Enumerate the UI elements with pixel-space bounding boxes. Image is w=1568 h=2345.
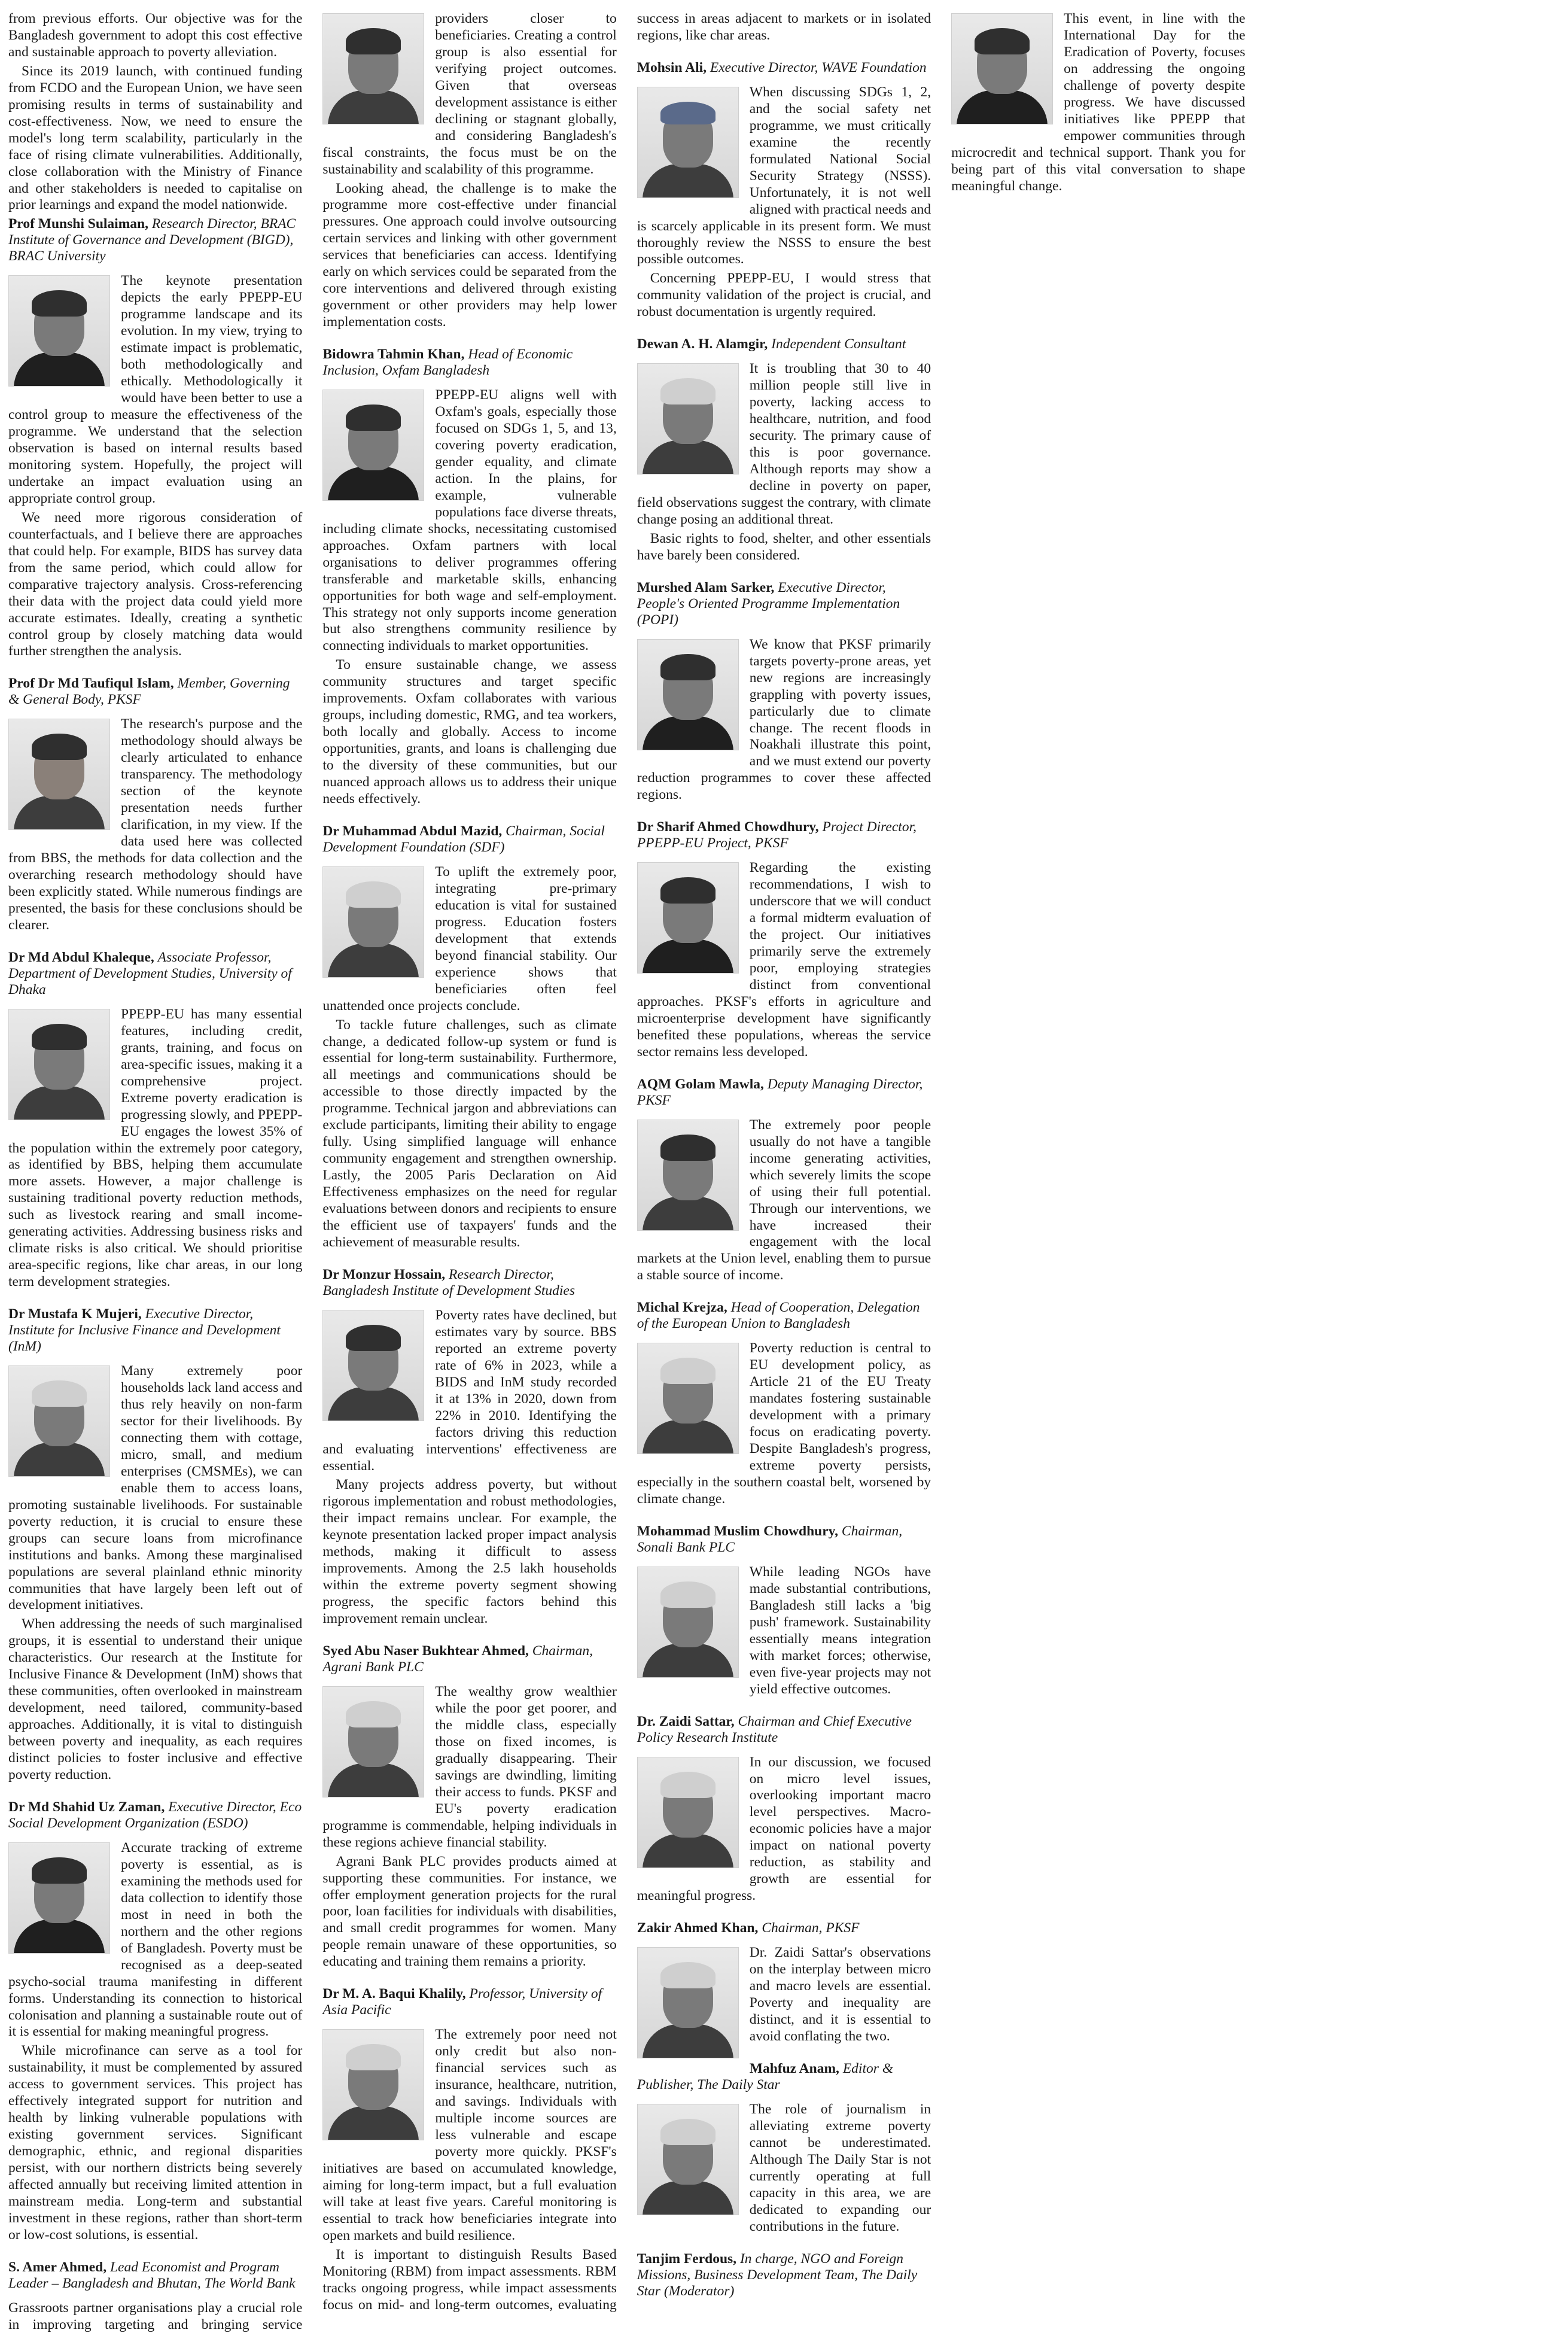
speaker-paragraph: Many projects address poverty, but without rigorous implementation and robust methodologies, their impact remains unclear. For example, the keynote presentation lacked proper impact analysis methods, making it difficult to assess improvements. Among the 2.5 lakh households within the extreme poverty segment showing progress, the specific factors behind this improvement remain unclear. (322, 1477, 617, 1627)
speaker-portrait (8, 1009, 110, 1120)
speaker-name: Mahfuz Anam, (749, 2060, 839, 2076)
speaker-paragraph: It is troubling that 30 to 40 million people still live in poverty, lacking access to healthcare, nutrition, and food security. The primary cause of this is poor governance. Although reports may show a decline in poverty on paper, field observations suggest the contrary, with climate change posing an additional threat. (637, 361, 931, 527)
speaker-portrait (637, 2104, 739, 2215)
speaker-title: Executive Director, People's Oriented Programme Implementation (POPI) (637, 579, 900, 628)
speaker-portrait (637, 363, 739, 475)
speaker-portrait (637, 1567, 739, 1678)
speaker-heading (637, 2061, 931, 2093)
speaker-name: Tanjim Ferdous, (637, 2250, 737, 2267)
speaker-name: Dr. Zaidi Sattar, (637, 1713, 735, 1729)
speaker-list (8, 11, 1246, 2339)
speaker-name: AQM Golam Mawla, (637, 1076, 764, 1092)
speaker-paragraph: Agrani Bank PLC provides products aimed at supporting these communities. For instance, we offer employment generation projects for the rural poor, loan facilities for individuals with disabilities, and small credit programmes for women. Many people remain unaware of these opportunities, so educating and training them remains a priority. (322, 1853, 617, 1970)
speaker-title: Independent Consultant (771, 336, 906, 352)
speaker-paragraph: The extremely poor people usually do not have a tangible income generating activities, which severely limits the scope of using their full potential. Through our interventions, we have increased their engagement with the local markets at the Union level, enabling them to pursue a stable source of income. (637, 1117, 931, 1283)
speaker-title: Deputy Managing Director, PKSF (637, 1076, 923, 1108)
speaker-portrait (637, 1120, 739, 1231)
speaker-block (637, 60, 931, 321)
speaker-portrait (8, 1365, 110, 1477)
speaker-block (637, 1076, 931, 1285)
speaker-portrait (322, 13, 424, 124)
speaker-heading (637, 60, 931, 76)
speaker-name: Dr Monzur Hossain, (322, 1266, 446, 1282)
speaker-paragraph: Regarding the existing recommendations, I wish to underscore that we will conduct a formal midterm evaluation of the project. Our initiatives primarily serve the extremely poor, employing strategies distinct from conventional approaches. PKSF's efforts in agriculture and microenterprise development have significantly benefited these populations, whereas the service sector remains less developed. (637, 860, 931, 1060)
speaker-title: Chairman and Chief Executive Policy Research Institute (637, 1713, 912, 1745)
speaker-title: Project Director, PPEPP-EU Project, PKSF (637, 819, 917, 851)
speaker-title: Professor, University of Asia Pacific (322, 1986, 602, 2018)
speaker-block (8, 676, 302, 933)
speaker-block (637, 819, 931, 1060)
intro-paragraph: from previous efforts. Our objective was for the Bangladesh government to adopt this cost effective and sustainable approach to poverty alleviation. (8, 11, 303, 60)
speaker-title: Research Director, Bangladesh Institute of Development Studies (322, 1266, 576, 1298)
speaker-title: Research Director, BRAC Institute of Governance and Development (BIGD), BRAC University (8, 216, 296, 264)
speaker-paragraph: The wealthy grow wealthier while the poor get poorer, and the middle class, especially those on fixed incomes, is gradually disappearing. Their savings are dwindling, limiting their access to funds. PKSF and EU's poverty eradication programme is commendable, helping individuals in these regions achieve financial stability. (322, 1684, 617, 1850)
speaker-block (8, 216, 302, 660)
speaker-portrait (637, 1757, 739, 1868)
speaker-name: Dr Md Shahid Uz Zaman, (8, 1799, 165, 1815)
speaker-paragraph: When addressing the needs of such marginalised groups, it is essential to understand their unique characteristics. Our research at the Institute for Inclusive Finance & Development (InM) shows that these communities, often overlooked in mainstream development, need tailored, community-based approaches. Additionally, it is vital to distinguish between poverty and inequality, as each requires distinct policies to foster inclusive and effective poverty reduction. (8, 1616, 303, 1783)
speaker-name: Dr M. A. Baqui Khalily, (322, 1986, 466, 2002)
speaker-title: In charge, NGO and Foreign Missions, Business Development Team, The Daily Star (Moderator) (637, 2250, 918, 2299)
speaker-block (637, 1920, 931, 2045)
speaker-heading (637, 819, 931, 851)
intro-block (8, 11, 302, 214)
speaker-name: Dewan A. H. Alamgir, (637, 336, 768, 352)
speaker-heading (637, 1920, 931, 1936)
speaker-paragraph: The extremely poor need not only credit but also non-financial services such as insurance, healthcare, nutrition, and savings. Individuals with multiple income sources are less vulnerable and escape poverty more quickly. PKSF's initiatives are based on accumulated knowledge, aiming for long-term impact, but a full evaluation will take at least five years. Careful monitoring is essential to track how beneficiaries integrate into open markets and build resilience. (322, 2027, 617, 2243)
speaker-heading (637, 1714, 931, 1746)
speaker-portrait (322, 390, 424, 501)
speaker-paragraph: Many extremely poor households lack land access and thus rely heavily on non-farm sector for their livelihoods. By connecting them with cottage, micro, small, and medium enterprises (CMSMEs), we can enable them to access loans, promoting sustainable livelihoods. For sustainable poverty reduction, it is crucial to ensure these groups can secure loans from microfinance institutions and banks. Among these marginalised populations are several plainland ethnic minority communities that have largely been left out of development initiatives. (8, 1363, 303, 1613)
speaker-portrait (8, 719, 110, 830)
speaker-block (637, 2061, 931, 2235)
speaker-heading (322, 346, 616, 379)
speaker-portrait (951, 13, 1053, 124)
speaker-name: Mohsin Ali, (637, 59, 707, 75)
speaker-paragraph: Dr. Zaidi Sattar's observations on the interplay between micro and macro levels are essential. Poverty and inequality are distinct, and it is essential to avoid conflating the two. (749, 1945, 931, 2044)
speaker-name: Zakir Ahmed Khan, (637, 1920, 759, 1936)
speaker-title: Head of Cooperation, Delegation of the European Union to Bangladesh (637, 1300, 920, 1332)
speaker-title: Chairman, Social Development Foundation (SDF) (322, 823, 605, 855)
speaker-block (637, 336, 931, 564)
speaker-paragraph: When discussing SDGs 1, 2, and the social safety net programme, we must critically examine the recently formulated National Social Security Strategy (NSSS). Unfortunately, it is not well aligned with practical needs and is scarcely applicable in its present form. We must thoroughly review the NSSS to ensure the best possible outcomes. (637, 84, 931, 267)
intro-paragraph: Since its 2019 launch, with continued funding from FCDO and the European Union, we have seen promising results in terms of sustainability and cost-effectiveness. Now, we need to ensure the model's long term scalability, particularly in the face of rising climate vulnerabilities. Additionally, close collaboration with the Ministry of Finance and other stakeholders is needed to capitalise on prior learnings and expand the model nationwide. (8, 63, 303, 213)
speaker-paragraph: Basic rights to food, shelter, and other essentials have barely been considered. (637, 530, 931, 563)
speaker-heading (322, 1643, 616, 1675)
speaker-heading (8, 216, 302, 264)
speaker-portrait (322, 1686, 424, 1797)
speaker-paragraph: While microfinance can serve as a tool for sustainability, it must be complemented by assured access to government services. This project has effectively integrated support for nutrition and health by linking vulnerable populations with existing government services. Significant demographic, ethnic, and regional disparities persist, with our northern districts being severely affected annually but receiving limited attention in mainstream media. Long-term and substantial investment in these regions, rather than short-term or low-cost solutions, is essential. (8, 2043, 303, 2243)
speaker-name: Michal Krejza, (637, 1300, 727, 1316)
speaker-portrait (8, 1842, 110, 1954)
speaker-name: Dr Md Abdul Khaleque, (8, 949, 154, 965)
speaker-paragraph: To ensure sustainable change, we assess community structures and target specific improvements. Oxfam collaborates with various groups, including domestic, RMG, and tea workers, both locally and globally. Access to income opportunities, grants, and loans is challenging due to the diversity of these communities, but our nuanced approach allows us to address their unique needs effectively. (322, 657, 617, 807)
speaker-heading (637, 1076, 931, 1109)
speaker-heading (8, 1799, 302, 1832)
speaker-portrait (637, 1947, 739, 2058)
speaker-block (8, 1799, 302, 2244)
speaker-block (8, 1306, 302, 1784)
speaker-paragraph: Poverty reduction is central to EU development policy, as Article 21 of the EU Treaty mandates fostering sustainable development with a primary focus on eradicating poverty. Despite Bangladesh's progress, extreme poverty persists, especially in the southern coastal belt, worsened by climate change. (637, 1340, 931, 1507)
speaker-title: Editor & Publisher, The Daily Star (637, 2060, 894, 2092)
speaker-block (322, 346, 616, 808)
speaker-name: S. Amer Ahmed, (8, 2259, 107, 2275)
speaker-paragraph: We need more rigorous consideration of counterfactuals, and I believe there are approaches that could help. For example, BIDS has survey data from the same period, which could allow for comparative trajectory analysis. Cross-referencing their data with the project data could yield more accurate estimates. Ideally, creating a synthetic control group by closely matching data would further strengthen the analysis. (8, 509, 303, 659)
speaker-portrait (637, 87, 739, 198)
speaker-heading (8, 1306, 302, 1355)
speaker-name: Prof Dr Md Taufiqul Islam, (8, 676, 174, 692)
speaker-paragraph: We know that PKSF primarily targets poverty-prone areas, yet new regions are increasingly grappling with poverty issues, particularly due to climate change. The recent floods in Noakhali illustrate this point, and we must extend our poverty reduction programmes to cover these affected regions. (637, 636, 931, 803)
speaker-paragraph: PPEPP-EU has many essential features, including credit, grants, training, and focus on area-specific issues, making it a comprehensive project. Extreme poverty eradication is progressing slowly, and PPEPP-EU engages the lowest 35% of the population within the extremely poor category, as identified by BBS, helping them accumulate more assets. However, a major challenge is sustaining traditional poverty reduction methods, such as livestock rearing and small income-generating activities. Addressing business risks and climate risks is also critical. We should prioritise area-specific regions, like char areas, in our long term development strategies. (8, 1006, 303, 1290)
speaker-portrait (637, 639, 739, 750)
speaker-block (322, 1643, 616, 1970)
speaker-name: Prof Munshi Sulaiman, (8, 216, 148, 232)
speaker-title: Member, Governing & General Body, PKSF (8, 676, 290, 708)
speaker-name: Bidowra Tahmin Khan, (322, 346, 465, 363)
speaker-title: Head of Economic Inclusion, Oxfam Bangladesh (322, 346, 573, 379)
speaker-portrait (637, 1343, 739, 1454)
speaker-title: Chairman, PKSF (762, 1920, 860, 1936)
speaker-block (637, 1714, 931, 1905)
speaker-paragraph: While leading NGOs have made substantial contributions, Bangladesh still lacks a 'big push' framework. Sustainability essentially means integration with market forces; otherwise, even five-year projects may not yield effective outcomes. (749, 1564, 931, 1697)
speaker-block (637, 580, 931, 804)
speaker-name: Murshed Alam Sarker, (637, 579, 775, 595)
speaker-portrait (637, 862, 739, 974)
speaker-name: Dr Sharif Ahmed Chowdhury, (637, 819, 819, 835)
speaker-paragraph: Concerning PPEPP-EU, I would stress that community validation of the project is crucial, and robust documentation is urgently required. (637, 270, 931, 320)
speaker-paragraph: The keynote presentation depicts the early PPEPP-EU programme landscape and its evolution. In my view, trying to estimate impact is problematic, both methodologically and ethically. Methodologically it would have been better to use a control group to measure the effectiveness of the programme. We understand that the selection observation is based on internal results based monitoring system. Hopefully, the project will undertake an impact evaluation using an appropriate control group. (8, 273, 303, 506)
speaker-heading (637, 2251, 931, 2300)
speaker-paragraph: Poverty rates have declined, but estimates vary by source. BBS reported an extreme poverty rate of 6% in 2023, while a BIDS and InM study recorded it at 13% in 2020, down from 22% in 2010. Identifying the factors driving this reduction and evaluating interventions' effectiveness are essential. (322, 1307, 617, 1474)
speaker-block (637, 1300, 931, 1508)
speaker-heading (322, 823, 616, 856)
speaker-block (637, 1523, 931, 1698)
speaker-title: Chairman, Agrani Bank PLC (322, 1643, 593, 1675)
speaker-block (322, 1267, 616, 1628)
speaker-portrait (8, 275, 110, 387)
speaker-title: Executive Director, WAVE Foundation (710, 59, 927, 75)
speaker-block (8, 950, 302, 1291)
speaker-paragraph: The role of journalism in alleviating extreme poverty cannot be underestimated. Although The Daily Star is not currently operating at full capacity in this area, we are dedicated to expanding our contributions in the future. (749, 2101, 931, 2234)
speaker-paragraph: It is important to distinguish Results Based Monitoring (RBM) from impact assessments. RBM tracks ongoing progress, while impact assessments focus on mid- and long-term outcomes, evaluating success in areas adjacent to markets or in isolated regions, like char areas. (322, 11, 931, 2313)
speaker-title: Executive Director, Eco Social Development Organization (ESDO) (8, 1799, 302, 1831)
speaker-name: Syed Abu Naser Bukhtear Ahmed, (322, 1643, 529, 1659)
speaker-title: Associate Professor, Department of Development Studies, University of Dhaka (8, 949, 292, 997)
speaker-heading (637, 580, 931, 628)
speaker-paragraph: In our discussion, we focused on micro level issues, overlooking important macro level perspectives. Macro-economic policies have a major impact on national poverty reduction, as stability and growth are essential for meaningful progress. (637, 1754, 931, 1904)
speaker-title: Executive Director, Institute for Inclusive Finance and Development (InM) (8, 1306, 281, 1355)
speaker-heading (8, 950, 302, 998)
speaker-block (322, 823, 616, 1251)
speaker-name: Mohammad Muslim Chowdhury, (637, 1523, 839, 1539)
speaker-paragraph: To uplift the extremely poor, integrating pre-primary education is vital for sustained progress. Education fosters development that extends beyond financial stability. Our experience shows that beneficiaries often feel unattended once projects conclude. (322, 864, 617, 1014)
speaker-heading (8, 2259, 302, 2292)
speaker-heading (637, 1523, 931, 1556)
speaker-heading (322, 1986, 616, 2018)
speaker-paragraph: Looking ahead, the challenge is to make the programme more cost-effective under financial pressures. One approach could involve outsourcing certain services and linking with other government services that beneficiaries can access. Identifying early on which services could be separated from the core interventions and delivered through existing government or other providers may help lower implementation costs. (322, 180, 617, 330)
speaker-portrait (322, 1310, 424, 1421)
speaker-paragraph: Grassroots partner organisations play a crucial role in improving targeting and bringing service providers closer to beneficiaries. Creating a control group is also essential for verifying project outcomes. Given that overseas development assistance is either declining or stagnant globally, and considering Bangladesh's fiscal constraints, the focus must be on the sustainability and scalability of this programme. (8, 11, 617, 2332)
speaker-title: Lead Economist and Program Leader – Bangladesh and Bhutan, The World Bank (8, 2259, 296, 2291)
speaker-title: Chairman, Sonali Bank PLC (637, 1523, 903, 1555)
speaker-paragraph: This event, in line with the International Day for the Eradication of Poverty, focuses on addressing the ongoing challenge of poverty despite progress. We have discussed initiatives like PPEPP that empower communities through microcredit and technical support. Thank you for being part of this vital conversation to shape meaningful change. (951, 11, 1246, 194)
speaker-paragraph: PPEPP-EU aligns well with Oxfam's goals, especially those focused on SDGs 1, 5, and 13, covering poverty eradication, gender equality, and climate action. In the plains, for example, vulnerable populations face diverse threats, including climate shocks, necessitating customised approaches. Oxfam partners with local organisations to deliver programmes offering transferable and marketable skills, enhancing opportunities for both wage and self-employment. This strategy not only supports income generation but also strengthens community resilience by connecting individuals to market opportunities. (322, 387, 617, 654)
speaker-portrait (322, 2029, 424, 2140)
speaker-name: Dr Mustafa K Mujeri, (8, 1306, 142, 1322)
speaker-paragraph: The research's purpose and the methodology should always be clearly articulated to enhance transparency. The methodology section of the keynote presentation needs further clarification, in my view. If the data used here was collected from BBS, the methods for data collection and the overarching research methodology should have been explicitly stated. While numerous findings are presented, the basis for these conclusions should be clearer. (8, 716, 303, 933)
speaker-portrait (322, 866, 424, 978)
speaker-paragraph: Accurate tracking of extreme poverty is essential, as is examining the methods used for data collection to identify those most in need in both the northern and the other regions of Bangladesh. Poverty must be recognised as a deep-seated psycho-social trauma manifesting in different forms. Understanding its connection to historical colonisation and planning a sustainable route out of it is essential for making meaningful progress. (8, 1839, 303, 2040)
speaker-heading (8, 676, 302, 708)
speaker-heading (637, 1300, 931, 1332)
speaker-heading (637, 336, 931, 352)
speaker-paragraph: To tackle future challenges, such as climate change, a dedicated follow-up system or fund is essential for long-term sustainability. Furthermore, all meetings and communications should be accessible to those directly impacted by the programme. Technical jargon and abbreviations can exclude participants, limiting their ability to engage fully. Using simplified language will enhance community engagement and strengthen ownership. Lastly, the 2005 Paris Declaration on Aid Effectiveness emphasizes on the need for regular evaluations between donors and recipients to ensure the efficient use of taxpayers' funds and the achievement of measurable results. (322, 1017, 617, 1250)
speaker-name: Dr Muhammad Abdul Mazid, (322, 823, 503, 839)
speaker-heading (322, 1267, 616, 1299)
